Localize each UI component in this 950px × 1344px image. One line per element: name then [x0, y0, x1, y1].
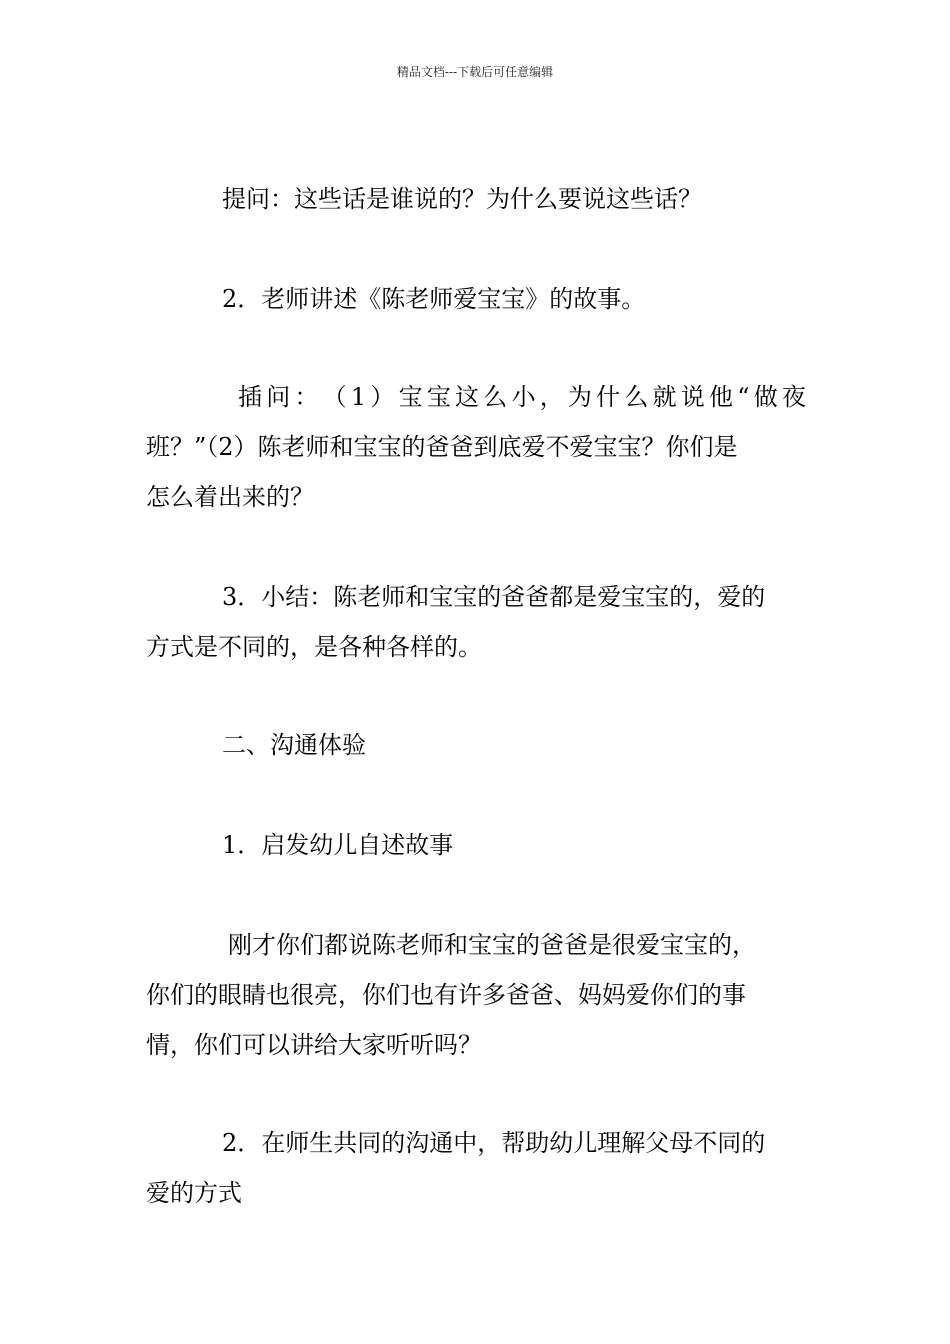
step-2b-line-2: 爱的方式 [146, 1179, 242, 1207]
summary-line-2: 方式是不同的，是各种各样的。 [146, 633, 482, 661]
page-header: 精品文档---下载后可任意编辑 [396, 65, 554, 79]
summary-line-1: 3．小结：陈老师和宝宝的爸爸都是爱宝宝的，爱的 [222, 583, 766, 611]
question-line: 提问：这些话是谁说的？为什么要说这些话？ [222, 185, 702, 213]
prompt-line-3: 情，你们可以讲给大家听听吗？ [146, 1031, 482, 1059]
prompt-line-2: 你们的眼睛也很亮，你们也有许多爸爸、妈妈爱你们的事 [146, 981, 746, 1009]
interjection-line-3: 怎么着出来的？ [146, 483, 314, 511]
step-2-line: 2．老师讲述《陈老师爱宝宝》的故事。 [222, 285, 646, 313]
interjection-line-1: 插 问 ： （ 1 ） 宝 宝 这 么 小 ， 为 什 么 就 说 他 “ 做 夜 [238, 383, 806, 411]
interjection-line-2: 班？”（2）陈老师和宝宝的爸爸到底爱不爱宝宝？你们是 [146, 433, 738, 461]
prompt-line-1: 刚才你们都说陈老师和宝宝的爸爸是很爱宝宝的， [228, 931, 756, 959]
section-heading: 二、沟通体验 [222, 731, 366, 759]
step-2b-line-1: 2．在师生共同的沟通中，帮助幼儿理解父母不同的 [222, 1129, 766, 1157]
step-1-line: 1．启发幼儿自述故事 [222, 831, 454, 859]
